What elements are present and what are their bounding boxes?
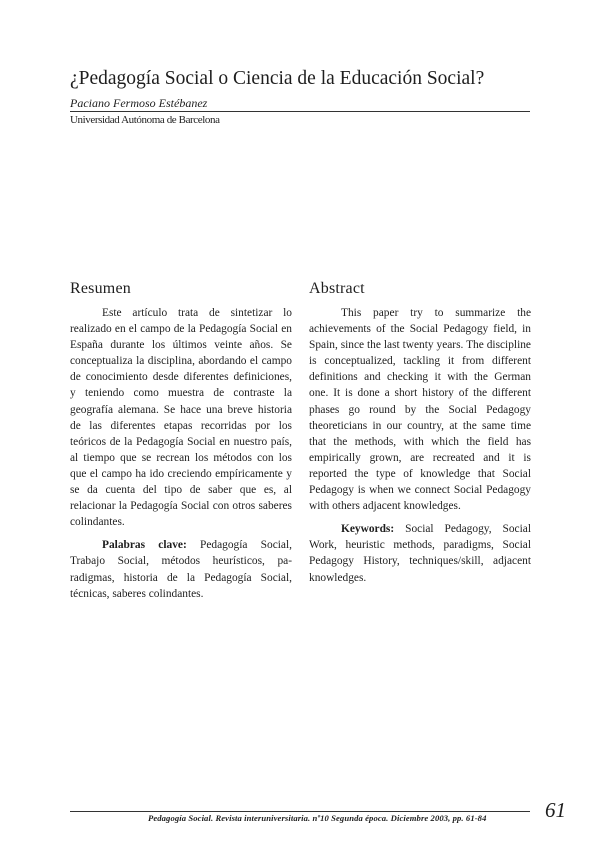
resumen-body: Este artículo trata de sintetizar lo realizado en el campo de la Pedagogía Social en España durante los últimos veinte años. Se conceptualiza la disciplina, abordando el campo de conocimiento desde diferentes definiciones, y teniendo como muestra de contraste la geografía alemana. Se hace una breve historia de las diferentes etapas recorridas por los teóricos de la Pedagogía Social en nuestro país, al tiempo que se recrean los métodos con los que el campo ha ido creciendo empíricamente y se da cuenta del tipo de saber que es, al relacionar la Pedagogía Social con otros saberes colindantes. <box>70 307 292 529</box>
resumen-keywords <box>70 537 292 601</box>
abstract-body: This paper try to summarize the achievements of the Social Pedagogy field, in Spain, since the last twenty years. The discipline is conceptualized, tackling it from different definitions and checking it with the German one. It is done a short history of the different phases go round by the Social Pedagogy theoreticians in our country, at the same time that the methods, with which the field has empirically grown, are recreated and it is reported the type of knowledge that Social Pedagogy is when we connect Social Pedagogy with others adjacent knowledges. <box>309 307 531 513</box>
article-title: ¿Pedagogía Social o Ciencia de la Educación Social? <box>70 68 485 89</box>
footer-divider <box>70 811 530 812</box>
header-divider <box>70 111 530 112</box>
abstract-keywords <box>309 521 531 585</box>
resumen-column <box>70 279 292 609</box>
resumen-heading: Resumen <box>70 280 131 297</box>
abstract-keywords-label: Keywords: <box>341 523 395 536</box>
author-name: Paciano Fermoso Estébanez <box>70 96 208 110</box>
author-affiliation: Universidad Autónoma de Barcelona <box>70 114 220 126</box>
abstract-keywords-text: Social Pedagogy, Social Work, heuristic methods, paradigms, Social Pedagogy History, techniques/skill, adjacent knowledges. <box>309 523 531 584</box>
resumen-keywords-text: Pedagogía Social, Trabajo Social, métodos heurísticos, paradigmas, historia de la Pedagogía Social, técnicas, saberes colindantes. <box>70 539 293 600</box>
abstract-column <box>309 279 531 593</box>
resumen-keywords-label: Palabras clave: <box>102 539 187 552</box>
page-number: 61 <box>545 798 566 822</box>
journal-citation: Pedagogía Social. Revista interuniversitaria. nº10 Segunda época. Diciembre 2003, pp. 61-84 <box>148 813 487 823</box>
abstract-heading: Abstract <box>309 280 365 297</box>
